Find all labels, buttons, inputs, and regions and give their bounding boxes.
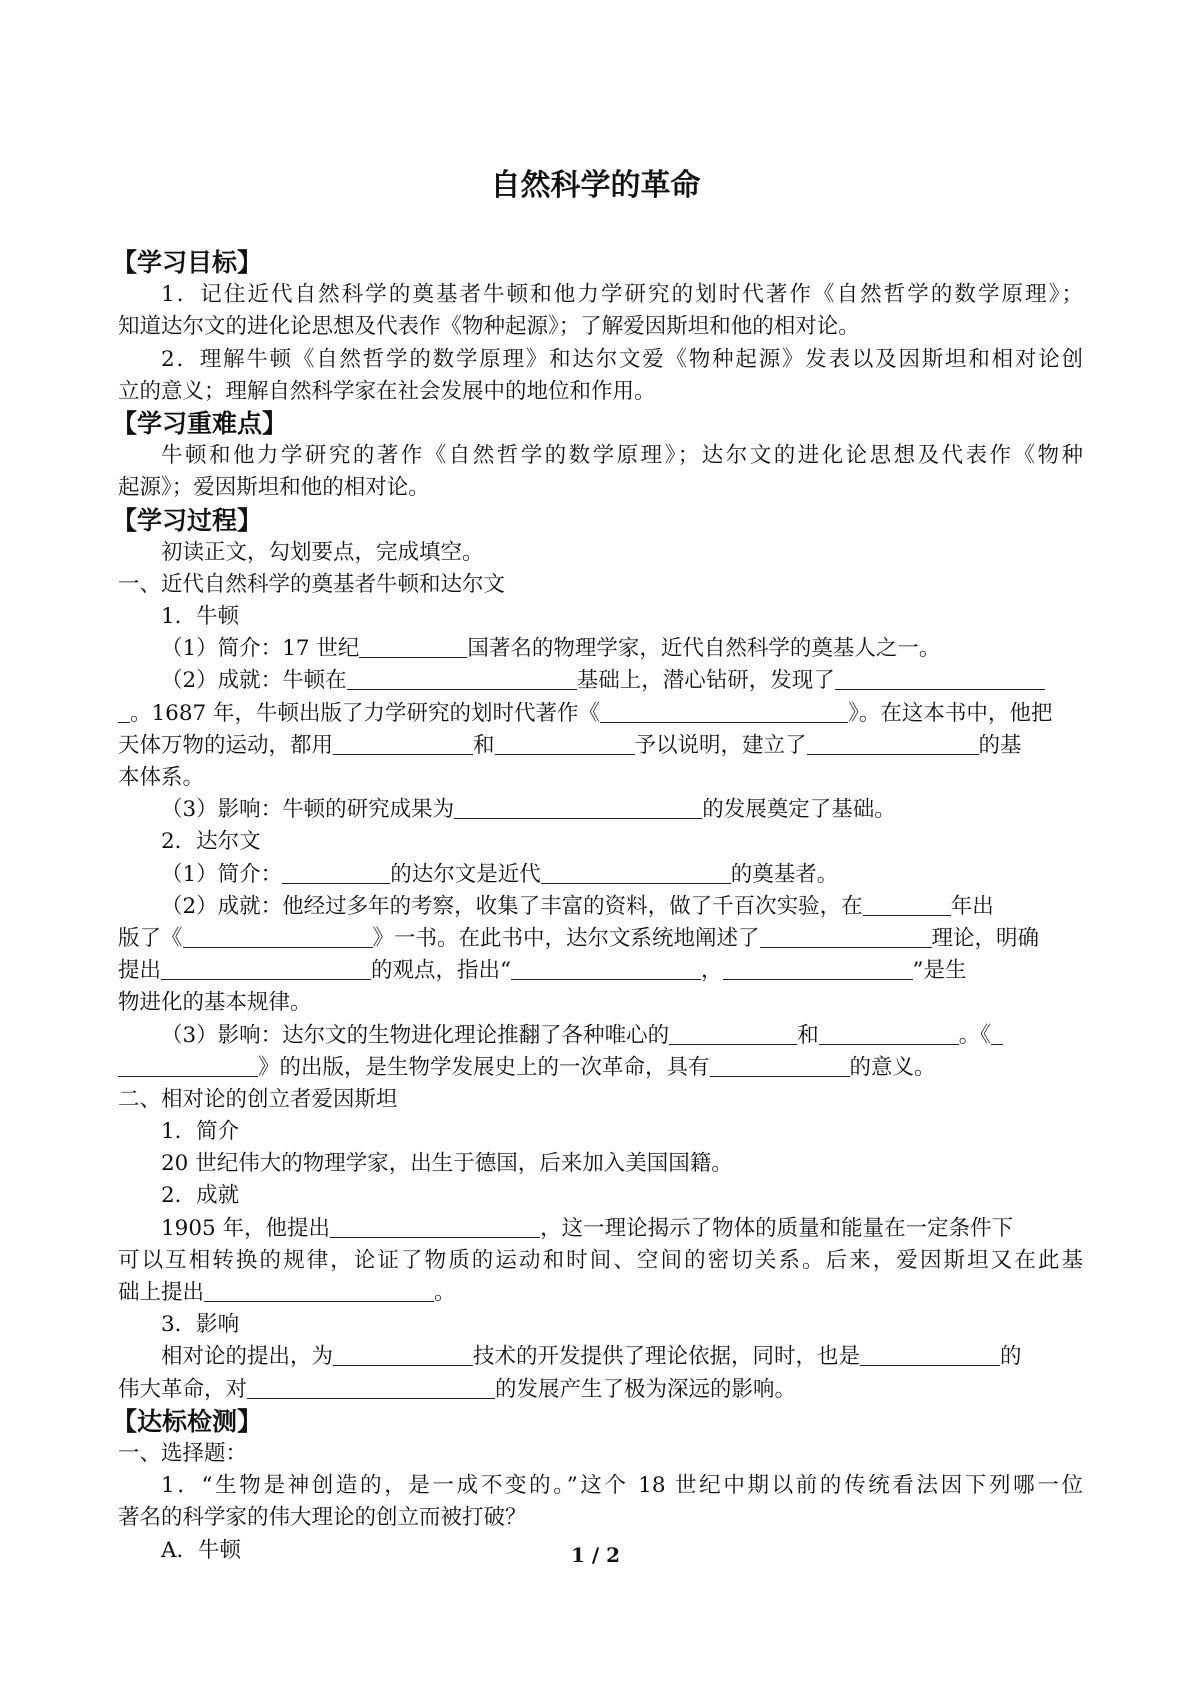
fill-blank[interactable]: [359, 633, 467, 658]
subsection-title: 2．达尔文: [161, 829, 261, 855]
paragraph: 立的意义；理解自然科学家在社会发展中的地位和作用。: [118, 378, 656, 404]
fill-blank[interactable]: [710, 1052, 850, 1077]
text: ，这一理论揭示了物体的质量和能量在一定条件下: [540, 1215, 1014, 1241]
text: 。: [434, 1280, 456, 1305]
fill-blank[interactable]: [807, 730, 979, 755]
fill-blank[interactable]: [161, 955, 371, 980]
subsection-title: 3．影响: [161, 1312, 240, 1338]
text: 技术的开发提供了理论依据，同时，也是: [473, 1344, 861, 1370]
text: 》的出版，是生物学发展史上的一次革命，具有: [258, 1054, 710, 1080]
part-title: 一、近代自然科学的奠基者牛顿和达尔文: [118, 571, 506, 597]
fill-blank[interactable]: [991, 1020, 1003, 1045]
text: 基础上，潜心钻研，发现了: [576, 668, 835, 694]
question-text: 1．“生物是神创造的，是一成不变的。”这个 18 世纪中期以前的传统看法因下列哪一位: [161, 1473, 1083, 1499]
fill-blank[interactable]: [819, 1020, 959, 1045]
text: 和: [473, 732, 495, 758]
paragraph: 1．记住近代自然科学的奠基者牛顿和他力学研究的划时代著作《自然哲学的数学原理》；: [161, 282, 1083, 308]
paragraph: 本体系。: [118, 765, 205, 790]
text: 的: [1000, 1344, 1022, 1370]
text: ，: [701, 958, 723, 984]
text: （3）影响：牛顿的研究成果为: [161, 797, 455, 823]
fill-blank[interactable]: [347, 665, 577, 690]
fill-line: [118, 1213, 1083, 1245]
fill-blank[interactable]: [454, 794, 702, 819]
fill-blank[interactable]: [282, 859, 390, 884]
text: 的观点，指出“: [371, 958, 512, 984]
text: ”是生: [912, 958, 967, 984]
page-number: 1 / 2: [570, 1543, 621, 1567]
text: 》。在这本书中，他把: [848, 700, 1053, 726]
text: （2）成就：牛顿在: [161, 668, 347, 694]
text: 》一书。在此书中，达尔文系统地阐述了: [372, 925, 760, 951]
section-heading-process: 【学习过程】: [112, 505, 263, 535]
section-heading-key-points: 【学习重难点】: [112, 408, 288, 438]
fill-line: [118, 698, 1083, 730]
fill-blank[interactable]: [204, 1277, 434, 1302]
fill-line: [118, 730, 1083, 762]
text: 的意义。: [849, 1054, 936, 1080]
text: 伟大革命，对: [118, 1376, 248, 1402]
fill-blank[interactable]: [835, 665, 1045, 690]
text: 。《: [958, 1022, 991, 1048]
fill-blank[interactable]: [333, 1341, 473, 1366]
paragraph: 知道达尔文的进化论思想及代表作《物种起源》；了解爱因斯坦和他的相对论。: [118, 314, 860, 340]
text: 的发展奠定了基础。: [702, 797, 896, 823]
fill-line: [118, 1374, 1083, 1406]
text: 提出: [118, 958, 162, 984]
text: 的奠基者。: [730, 861, 839, 887]
subsection-title: 2．成就: [161, 1183, 240, 1209]
section-heading-goals: 【学习目标】: [112, 248, 263, 277]
paragraph: 20 世纪伟大的物理学家，出生于德国，后来加入美国国籍。: [161, 1151, 733, 1177]
text: 版了《: [118, 925, 183, 951]
fill-line: [118, 1020, 1083, 1052]
fill-blank[interactable]: [863, 891, 951, 916]
fill-blank[interactable]: [333, 730, 473, 755]
fill-blank[interactable]: [495, 730, 635, 755]
fill-line: [118, 891, 1083, 923]
fill-blank[interactable]: [600, 698, 848, 723]
text: 相对论的提出，为: [161, 1344, 334, 1370]
text: （3）影响：达尔文的生物进化理论推翻了各种唯心的: [161, 1022, 670, 1048]
fill-blank[interactable]: [118, 698, 130, 723]
text: 础上提出: [118, 1280, 205, 1305]
fill-line: [118, 1341, 1083, 1373]
fill-line: [118, 1052, 1083, 1084]
text: 国著名的物理学家，近代自然科学的奠基人之一。: [467, 636, 941, 662]
text: 和: [797, 1022, 819, 1048]
fill-line: [118, 633, 1083, 665]
text: 理论，明确: [931, 925, 1040, 951]
answer-option-a: A．牛顿: [161, 1537, 242, 1563]
part-title: 一、选择题：: [118, 1440, 248, 1466]
fill-line: [118, 665, 1083, 697]
fill-blank[interactable]: [330, 1213, 540, 1238]
paragraph: 牛顿和他力学研究的著作《自然哲学的数学原理》；达尔文的进化论思想及代表作《物种: [161, 443, 1083, 469]
subsection-title: 1．牛顿: [161, 604, 240, 630]
fill-blank[interactable]: [760, 923, 932, 948]
text: 。1687 年，牛顿出版了力学研究的划时代著作《: [130, 700, 601, 726]
part-title: 二、相对论的创立者爱因斯坦: [118, 1086, 398, 1112]
fill-line: [118, 794, 1083, 826]
fill-line: [118, 923, 1083, 955]
text: 年出: [950, 893, 994, 919]
fill-blank[interactable]: [860, 1341, 1000, 1366]
paragraph: 2．理解牛顿《自然哲学的数学原理》和达尔文爱《物种起源》发表以及因斯坦和相对论创: [161, 346, 1083, 372]
fill-blank[interactable]: [723, 955, 913, 980]
fill-line: [118, 859, 1083, 891]
fill-blank[interactable]: [669, 1020, 797, 1045]
fill-blank[interactable]: [183, 923, 373, 948]
subsection-title: 1．简介: [161, 1119, 240, 1145]
text: （2）成就：他经过多年的考察，收集了丰富的资料，做了千百次实验，在: [161, 893, 863, 919]
fill-blank[interactable]: [247, 1374, 495, 1399]
fill-blank[interactable]: [118, 1052, 258, 1077]
text: 予以说明，建立了: [634, 732, 807, 758]
fill-line: [118, 955, 1083, 987]
fill-blank[interactable]: [541, 859, 731, 884]
document-body: [112, 247, 1083, 1567]
text: 的达尔文是近代: [390, 861, 541, 887]
paragraph: 可以互相转换的规律，论证了物质的运动和时间、空间的密切关系。后来，爱因斯坦又在此基: [118, 1247, 1083, 1273]
question-text: 著名的科学家的伟大理论的创立而被打破？: [118, 1505, 527, 1531]
text: 的基: [978, 732, 1022, 758]
paragraph: 初读正文，勾划要点，完成填空。: [161, 539, 484, 565]
text: （1）简介：17 世纪: [161, 636, 360, 662]
paragraph: 起源》；爱因斯坦和他的相对论。: [118, 475, 430, 501]
page-title: 自然科学的革命: [490, 168, 701, 203]
fill-line: [118, 1277, 1083, 1309]
text: 的发展产生了极为深远的影响。: [495, 1376, 797, 1402]
text: 天体万物的运动，都用: [118, 732, 334, 758]
text: 1905 年，他提出: [161, 1215, 331, 1241]
section-heading-test: 【达标检测】: [112, 1406, 263, 1436]
paragraph: 物进化的基本规律。: [118, 990, 312, 1016]
text: （1）简介：: [161, 861, 283, 887]
fill-blank[interactable]: [511, 955, 701, 980]
